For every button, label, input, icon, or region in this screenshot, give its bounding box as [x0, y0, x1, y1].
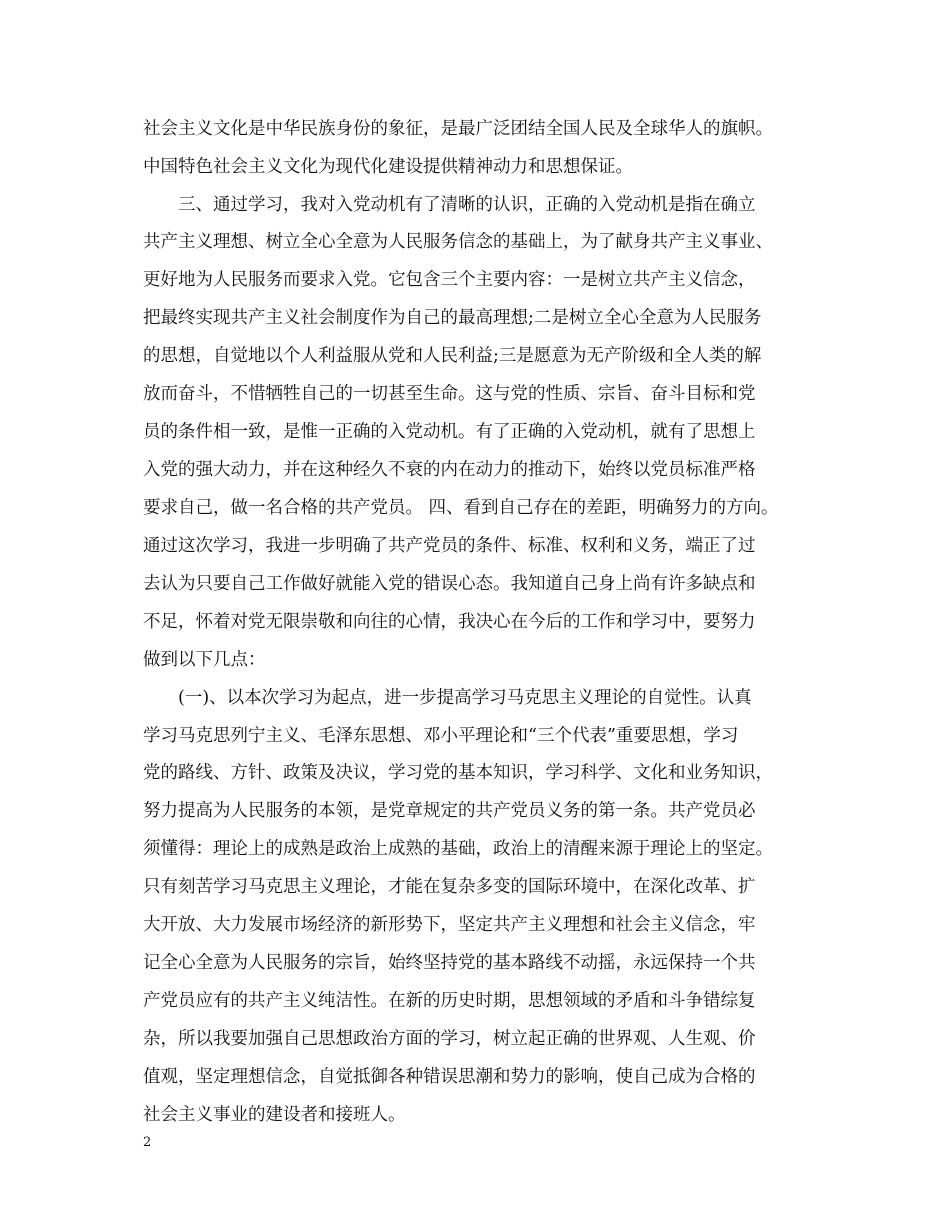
text-line: 放而奋斗，不惜牺牲自己的一切甚至生命。这与党的性质、宗旨、奋斗目标和党	[143, 384, 756, 404]
text-line: 只有刻苦学习马克思主义理论，才能在复杂多变的国际环境中，在深化改革、扩	[143, 877, 756, 897]
text-line: 的思想，自觉地以个人利益服从党和人民利益;三是愿意为无产阶级和全人类的解	[143, 346, 762, 366]
page-number: 2	[143, 1135, 152, 1150]
text-line: 去认为只要自己工作做好就能入党的错误心态。我知道自己身上尚有许多缺点和	[143, 574, 756, 594]
text-line: 学习马克思列宁主义、毛泽东思想、邓小平理论和“三个代表”重要思想，学习	[143, 726, 739, 746]
text-line: 把最终实现共产主义社会制度作为自己的最高理想;二是树立全心全意为人民服务	[143, 308, 762, 328]
text-line: 记全心全意为人民服务的宗旨，始终坚持党的基本路线不动摇，永远保持一个共	[143, 953, 756, 973]
text-line: 员的条件相一致，是惟一正确的入党动机。有了正确的入党动机，就有了思想上	[143, 422, 756, 442]
text-line: 更好地为人民服务而要求入党。它包含三个主要内容：一是树立共产主义信念，	[143, 270, 756, 290]
text-line: 杂，所以我要加强自己思想政治方面的学习，树立起正确的世界观、人生观、价	[143, 1029, 756, 1049]
text-line: 大开放、大力发展市场经济的新形势下，坚定共产主义理想和社会主义信念，牢	[143, 915, 756, 935]
text-line: 通过这次学习，我进一步明确了共产党员的条件、标准、权利和义务，端正了过	[143, 536, 756, 556]
text-line: (一)、以本次学习为起点，进一步提高学习马克思主义理论的自觉性。认真	[178, 688, 752, 708]
text-line: 产党员应有的共产主义纯洁性。在新的历史时期，思想领域的矛盾和斗争错综复	[143, 991, 756, 1011]
text-line: 不足，怀着对党无限崇敬和向往的心情，我决心在今后的工作和学习中，要努力	[143, 612, 756, 632]
text-line: 要求自己，做一名合格的共产党员。 四、看到自己存在的差距，明确努力的方向。	[143, 498, 779, 518]
text-line: 入党的强大动力，并在这种经久不衰的内在动力的推动下，始终以党员标准严格	[143, 460, 756, 480]
text-line: 社会主义事业的建设者和接班人。	[143, 1105, 406, 1125]
text-line: 党的路线、方针、政策及决议，学习党的基本知识，学习科学、文化和业务知识，	[143, 763, 773, 783]
text-line: 值观，坚定理想信念，自觉抵御各种错误思潮和势力的影响，使自己成为合格的	[143, 1067, 756, 1087]
text-line: 三、通过学习，我对入党动机有了清晰的认识，正确的入党动机是指在确立	[178, 195, 756, 215]
text-line: 须懂得：理论上的成熟是政治上成熟的基础，政治上的清醒来源于理论上的坚定。	[143, 839, 773, 859]
text-line: 中国特色社会主义文化为现代化建设提供精神动力和思想保证。	[143, 157, 633, 177]
text-line: 社会主义文化是中华民族身份的象征，是最广泛团结全国人民及全球华人的旗帜。	[143, 119, 773, 139]
text-line: 共产主义理想、树立全心全意为人民服务信念的基础上，为了献身共产主义事业、	[143, 232, 773, 252]
text-line: 努力提高为人民服务的本领，是党章规定的共产党员义务的第一条。共产党员必	[143, 801, 756, 821]
text-line: 做到以下几点：	[143, 650, 266, 670]
